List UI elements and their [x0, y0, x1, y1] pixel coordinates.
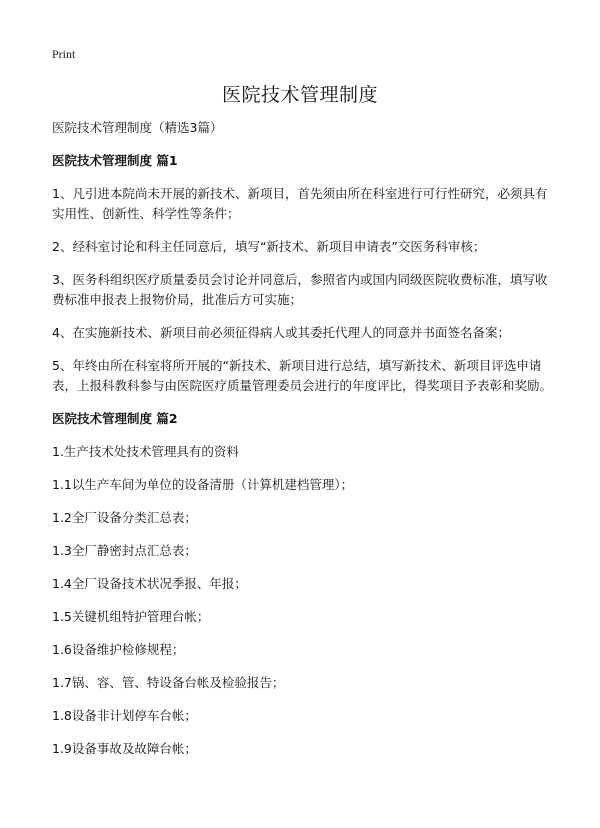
section-2-item-8: 1.7锅、容、管、特设备台帐及检验报告；	[52, 675, 285, 690]
print-label: Print	[52, 47, 76, 61]
section-2-item-4: 1.3全厂静密封点汇总表；	[52, 543, 197, 558]
section-2-item-7: 1.6设备维护检修规程；	[52, 642, 185, 657]
section-2-item-3: 1.2全厂设备分类汇总表；	[52, 510, 197, 525]
section-1-paragraph-1: 1、凡引进本院尚未开展的新技术、新项目，首先须由所在科室进行可行性研究，必须具有实用性、创新性、科学性等条件；	[52, 186, 548, 221]
section-2-item-1: 1.生产技术处技术管理具有的资料	[52, 444, 239, 459]
section-2-item-9: 1.8设备非计划停车台帐；	[52, 708, 197, 723]
section-2-item-2: 1.1以生产车间为单位的设备清册（计算机建档管理）；	[52, 477, 354, 492]
document-title: 医院技术管理制度	[221, 84, 378, 106]
section-1-paragraph-2: 2、经科室讨论和科主任同意后，填写“新技术、新项目申请表”交医务科审核；	[52, 239, 486, 254]
section-2-heading: 医院技术管理制度 篇2	[52, 411, 178, 426]
document-subtitle: 医院技术管理制度（精选3篇）	[52, 120, 223, 135]
document-body	[52, 118, 556, 772]
section-2-item-5: 1.4全厂设备技术状况季报、年报；	[52, 576, 247, 591]
section-1-paragraph-4: 4、在实施新技术、新项目前必须征得病人或其委托代理人的同意并书面签名备案；	[52, 325, 510, 340]
section-2-item-6: 1.5关键机组特护管理台帐；	[52, 609, 210, 624]
section-1-heading: 医院技术管理制度 篇1	[52, 153, 178, 168]
section-2-item-10: 1.9设备事故及故障台帐；	[52, 741, 197, 756]
section-1-paragraph-5: 5、年终由所在科室将所开展的“新技术、新项目进行总结，填写新技术、新项目评选申请表，上报科教科参与由医院医疗质量管理委员会进行的年度评比，得奖项目予表彰和奖励。	[52, 358, 553, 393]
section-1-paragraph-3: 3、医务科组织医疗质量委员会讨论并同意后，参照省内或国内同级医院收费标准，填写收费标准申报表上报物价局，批准后方可实施；	[52, 272, 548, 307]
